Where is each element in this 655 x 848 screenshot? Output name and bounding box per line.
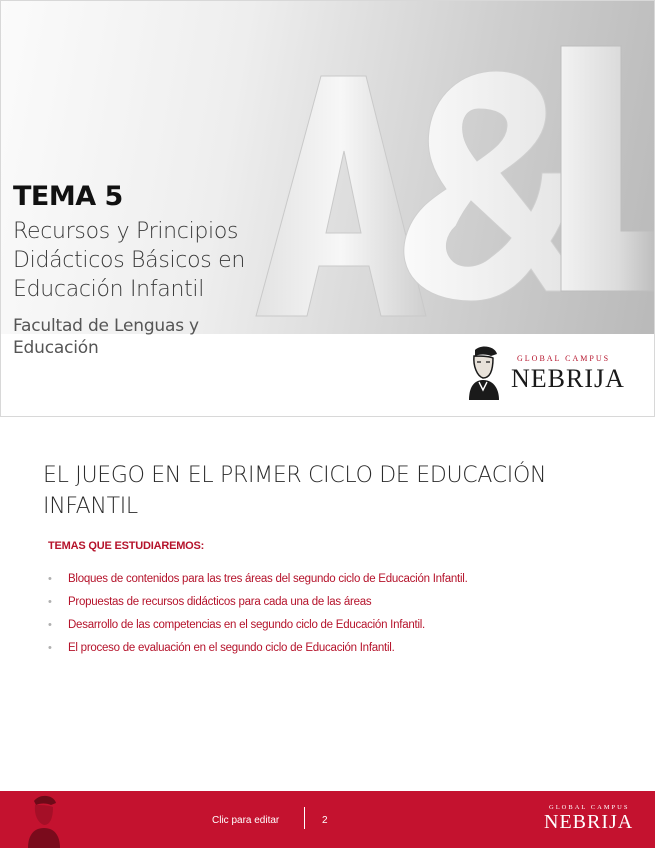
bullet-icon: • — [48, 596, 52, 608]
bullet-icon: • — [48, 642, 52, 654]
bullet-icon: • — [48, 573, 52, 585]
list-item — [48, 619, 638, 642]
logo-global-campus: GLOBAL CAMPUS — [517, 354, 611, 363]
list-item-text: Bloques de contenidos para las tres áreas del segundo ciclo de Educación Infantil. — [68, 573, 468, 585]
footer-logo-global-campus: GLOBAL CAMPUS — [549, 804, 630, 811]
nebrija-portrait-icon — [461, 344, 505, 400]
slide-footer — [0, 791, 655, 848]
list-item-text: Propuestas de recursos didácticos para cada una de las áreas — [68, 596, 372, 608]
list-item-text: El proceso de evaluación en el segundo ciclo de Educación Infantil. — [68, 642, 395, 654]
nebrija-logo — [461, 344, 631, 402]
footer-logo-nebrija: NEBRIJA — [544, 811, 634, 833]
cover-faculty: Facultad de Lenguas y Educación — [13, 316, 199, 358]
logo-nebrija: NEBRIJA — [511, 364, 625, 393]
topics-list — [48, 573, 638, 665]
topics-heading: TEMAS QUE ESTUDIAREMOS: — [48, 540, 205, 552]
bullet-icon: • — [48, 619, 52, 631]
cover-slide — [0, 0, 655, 417]
content-slide — [0, 418, 655, 848]
list-item — [48, 642, 638, 665]
list-item — [48, 573, 638, 596]
cover-subtitle: Recursos y Principios Didácticos Básicos en Educación Infantil — [13, 219, 245, 302]
letter-l-shape — [561, 46, 655, 291]
footer-divider — [304, 807, 305, 829]
edit-placeholder[interactable]: Clic para editar — [212, 815, 280, 826]
cover-title: TEMA 5 — [13, 181, 123, 212]
list-item — [48, 596, 638, 619]
footer-portrait-icon — [24, 791, 64, 848]
page-number: 2 — [322, 815, 328, 826]
list-item-text: Desarrollo de las competencias en el segundo ciclo de Educación Infantil. — [68, 619, 425, 631]
slide-title: EL JUEGO EN EL PRIMER CICLO DE EDUCACIÓN INFANTIL — [43, 463, 547, 519]
ampersand-shape — [404, 71, 586, 301]
